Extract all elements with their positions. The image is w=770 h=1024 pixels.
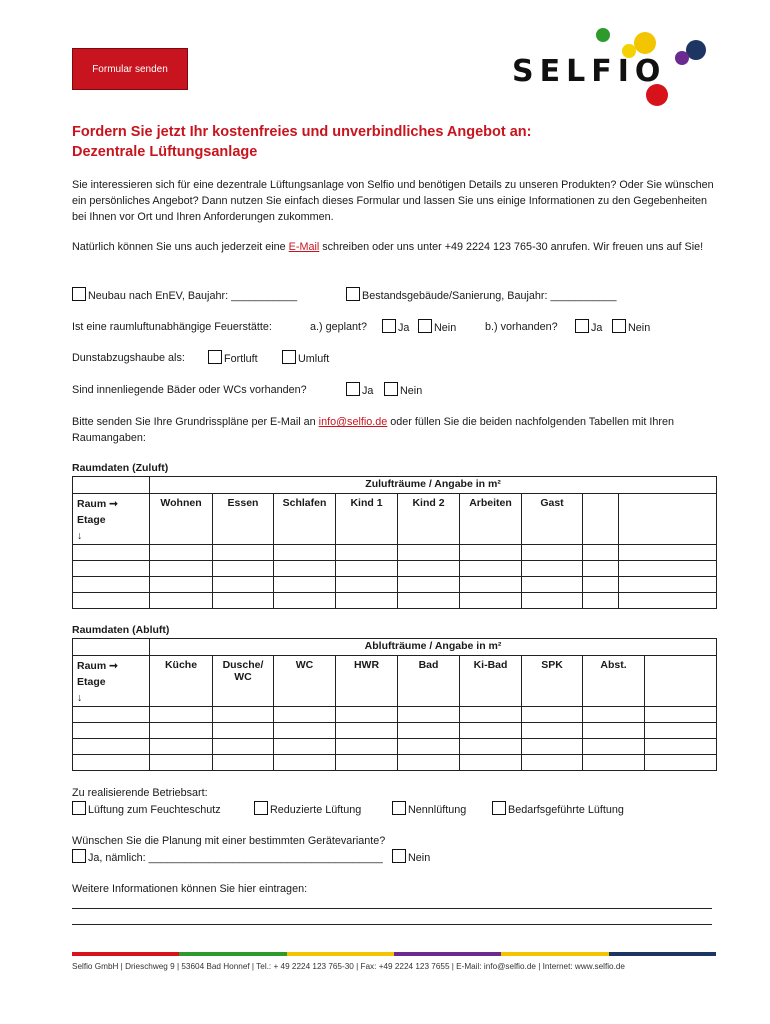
- supply-cell[interactable]: [619, 577, 717, 593]
- supply-cell[interactable]: [336, 561, 398, 577]
- build-type-row: [72, 287, 712, 303]
- supply-cell[interactable]: [274, 593, 336, 609]
- stripe-yellow-2: [501, 952, 608, 956]
- exhaust-column-header: Abst.: [583, 656, 645, 707]
- supply-cell[interactable]: [398, 577, 460, 593]
- supply-cell[interactable]: [150, 545, 213, 561]
- stripe-red: [72, 952, 179, 956]
- exhaust-column-header: Bad: [398, 656, 460, 707]
- exhaust-cell[interactable]: [274, 755, 336, 771]
- green-dot-icon: [596, 28, 610, 42]
- page-title: [72, 122, 712, 162]
- supply-cell[interactable]: [213, 593, 274, 609]
- stripe-green: [179, 952, 286, 956]
- exhaust-cell[interactable]: [398, 723, 460, 739]
- supply-cell[interactable]: [619, 561, 717, 577]
- stove-planned-label: a.) geplant?: [310, 321, 368, 333]
- selfio-logo: [510, 24, 710, 110]
- exhaust-table-caption: Raumdaten (Abluft): [72, 624, 170, 636]
- checkbox[interactable]: [254, 801, 268, 815]
- hood-label: Dunstabzugshaube als:: [72, 352, 185, 364]
- device-no[interactable]: [392, 849, 430, 866]
- supply-cell[interactable]: [522, 561, 583, 577]
- option-moisture-protection[interactable]: [72, 801, 221, 818]
- checkbox[interactable]: [384, 382, 398, 396]
- supply-cell[interactable]: [73, 545, 150, 561]
- hood-exhaust-option[interactable]: [208, 350, 258, 367]
- arrow-down-icon: ↓: [77, 692, 83, 704]
- supply-cell[interactable]: [73, 561, 150, 577]
- supply-corner-cell: [73, 494, 150, 545]
- purple-dot-icon: [675, 51, 689, 65]
- plans-post: oder füllen Sie die beiden nachfolgenden Tabellen mit Ihren Raumangaben:: [72, 416, 674, 444]
- option-label: Ja: [362, 385, 374, 397]
- checkbox[interactable]: [612, 319, 626, 333]
- exhaust-cell[interactable]: [645, 739, 717, 755]
- exhaust-cell[interactable]: [522, 739, 583, 755]
- exhaust-cell[interactable]: [213, 723, 274, 739]
- device-row: [72, 849, 712, 865]
- supply-cell[interactable]: [150, 561, 213, 577]
- stripe-purple: [394, 952, 501, 956]
- arrow-right-icon: ➞: [109, 498, 118, 510]
- exhaust-cell[interactable]: [522, 707, 583, 723]
- exhaust-cell[interactable]: [460, 755, 522, 771]
- operation-label: Zu realisierende Betriebsart:: [72, 787, 208, 799]
- option-label: Bedarfsgeführte Lüftung: [508, 804, 624, 816]
- title-line-2: Dezentrale Lüftungsanlage: [72, 144, 258, 160]
- exhaust-cell[interactable]: [73, 739, 150, 755]
- exhaust-column-header: SPK: [522, 656, 583, 707]
- supply-cell[interactable]: [619, 545, 717, 561]
- exhaust-cell[interactable]: [460, 707, 522, 723]
- plans-email-link[interactable]: info@selfio.de: [318, 416, 388, 428]
- supply-cell[interactable]: [398, 593, 460, 609]
- supply-cell[interactable]: [274, 545, 336, 561]
- supply-cell[interactable]: [150, 593, 213, 609]
- exhaust-cell[interactable]: [73, 755, 150, 771]
- supply-cell[interactable]: [274, 561, 336, 577]
- checkbox[interactable]: [392, 801, 406, 815]
- supply-column-header: Wohnen: [150, 494, 213, 545]
- supply-cell[interactable]: [619, 593, 717, 609]
- stove-label: Ist eine raumluftunabhängige Feuerstätte:: [72, 321, 272, 333]
- contact-pre: Natürlich können Sie uns auch jederzeit eine: [72, 241, 289, 253]
- option-label: Neubau nach EnEV, Baujahr: ___________: [88, 290, 298, 302]
- exhaust-column-header: Ki-Bad: [460, 656, 522, 707]
- further-info-line-2[interactable]: [72, 924, 712, 925]
- supply-column-header: Gast: [522, 494, 583, 545]
- option-label: Nein: [400, 385, 423, 397]
- contact-post: schreiben oder uns unter +49 2224 123 765-30 anrufen. Wir freuen uns auf Sie!: [319, 241, 704, 253]
- exhaust-column-header: WC: [274, 656, 336, 707]
- exhaust-corner-cell: [73, 656, 150, 707]
- operation-row: [72, 801, 712, 817]
- exhaust-cell[interactable]: [213, 707, 274, 723]
- arrow-down-icon: ↓: [77, 530, 83, 542]
- stove-existing-label: b.) vorhanden?: [485, 321, 558, 333]
- exhaust-cell[interactable]: [583, 707, 645, 723]
- further-info-label: Weitere Informationen können Sie hier eintragen:: [72, 883, 308, 895]
- contact-text: [72, 239, 720, 255]
- option-label: Bestandsgebäude/Sanierung, Baujahr: ___________: [362, 290, 617, 302]
- supply-cell[interactable]: [460, 577, 522, 593]
- checkbox[interactable]: [208, 350, 222, 364]
- exhaust-cell[interactable]: [645, 707, 717, 723]
- title-line-1: Fordern Sie jetzt Ihr kostenfreies und unverbindliches Angebot an:: [72, 124, 532, 140]
- option-label: Nein: [434, 322, 457, 334]
- exhaust-column-header: Küche: [150, 656, 213, 707]
- supply-header: Zulufträume / Angabe in m²: [150, 477, 717, 494]
- exhaust-cell[interactable]: [150, 755, 213, 771]
- checkbox[interactable]: [382, 319, 396, 333]
- hood-row: [72, 350, 712, 366]
- supply-column-header: Essen: [213, 494, 274, 545]
- option-label: Umluft: [298, 353, 330, 365]
- device-yes[interactable]: [72, 849, 383, 866]
- room-label: Raum: [77, 660, 107, 672]
- supply-cell[interactable]: [150, 577, 213, 593]
- footer-contact: Selfio GmbH | Drieschweg 9 | 53604 Bad Honnef | Tel.: + 49 2224 123 765-30 | Fax: +49 2224 123 7655 | E-Mail: info@selfio.de | Internet: www.selfio.de: [72, 962, 625, 971]
- exhaust-cell[interactable]: [645, 755, 717, 771]
- room-label: Raum: [77, 498, 107, 510]
- stove-row: [72, 319, 712, 335]
- supply-column-header: Schlafen: [274, 494, 336, 545]
- bath-no[interactable]: [384, 382, 422, 399]
- exhaust-cell[interactable]: [73, 723, 150, 739]
- exhaust-cell[interactable]: [274, 707, 336, 723]
- logo-wordmark: SELFIO: [512, 54, 667, 89]
- option-label: Reduzierte Lüftung: [270, 804, 362, 816]
- floor-label: Etage: [77, 514, 106, 526]
- exhaust-cell[interactable]: [398, 707, 460, 723]
- exhaust-cell[interactable]: [522, 755, 583, 771]
- exhaust-cell[interactable]: [274, 739, 336, 755]
- hood-recirculation-option[interactable]: [282, 350, 329, 367]
- supply-column-header: [619, 494, 717, 545]
- supply-cell[interactable]: [460, 561, 522, 577]
- option-demand-ventilation[interactable]: [492, 801, 624, 818]
- supply-cell[interactable]: [398, 561, 460, 577]
- yellow-dot-icon: [634, 32, 656, 54]
- supply-column-header: Kind 1: [336, 494, 398, 545]
- supply-cell[interactable]: [73, 593, 150, 609]
- exhaust-cell[interactable]: [150, 707, 213, 723]
- bath-row: [72, 382, 712, 398]
- arrow-right-icon: ➞: [109, 660, 118, 672]
- stripe-yellow: [287, 952, 394, 956]
- supply-cell[interactable]: [274, 577, 336, 593]
- checkbox[interactable]: [392, 849, 406, 863]
- checkbox[interactable]: [346, 382, 360, 396]
- exhaust-cell[interactable]: [522, 723, 583, 739]
- option-label: Ja, nämlich: _______________________________________: [88, 852, 383, 864]
- exhaust-cell[interactable]: [583, 739, 645, 755]
- exhaust-header: Ablufträume / Angabe in m²: [150, 639, 717, 656]
- supply-column-header: Kind 2: [398, 494, 460, 545]
- supply-cell[interactable]: [583, 593, 619, 609]
- supply-cell[interactable]: [583, 561, 619, 577]
- exhaust-column-header: HWR: [336, 656, 398, 707]
- supply-cell[interactable]: [460, 545, 522, 561]
- exhaust-cell[interactable]: [336, 707, 398, 723]
- checkbox[interactable]: [492, 801, 506, 815]
- supply-cell[interactable]: [213, 545, 274, 561]
- exhaust-cell[interactable]: [274, 723, 336, 739]
- supply-corner-blank: [73, 477, 150, 494]
- exhaust-cell[interactable]: [398, 739, 460, 755]
- exhaust-cell[interactable]: [213, 739, 274, 755]
- option-label: Nein: [408, 852, 431, 864]
- email-link[interactable]: E-Mail: [288, 241, 320, 253]
- supply-cell[interactable]: [336, 593, 398, 609]
- intro-text: Sie interessieren sich für eine dezentrale Lüftungsanlage von Selfio und benötigen Details zu unseren Produkten? Oder Sie wünschen ein persönliches Angebot? Dann nutzen Sie einfach dieses Formular und lassen Sie uns einige Informationen zu den Gegebenheiten bei Ihnen vor Ort und Ihren Anforderungen zukommen.: [72, 179, 714, 223]
- exhaust-cell[interactable]: [460, 739, 522, 755]
- navy-dot-icon: [686, 40, 706, 60]
- supply-cell[interactable]: [336, 577, 398, 593]
- checkbox[interactable]: [282, 350, 296, 364]
- option-label: Ja: [398, 322, 410, 334]
- exhaust-cell[interactable]: [398, 755, 460, 771]
- supply-cell[interactable]: [336, 545, 398, 561]
- checkbox[interactable]: [72, 287, 86, 301]
- exhaust-cell[interactable]: [336, 739, 398, 755]
- checkbox[interactable]: [346, 287, 360, 301]
- supply-cell[interactable]: [73, 577, 150, 593]
- exhaust-cell[interactable]: [73, 707, 150, 723]
- further-info-line-1[interactable]: [72, 908, 712, 909]
- exhaust-cell[interactable]: [336, 723, 398, 739]
- supply-cell[interactable]: [522, 545, 583, 561]
- checkbox[interactable]: [72, 849, 86, 863]
- option-label: Fortluft: [224, 353, 258, 365]
- exhaust-cell[interactable]: [583, 755, 645, 771]
- supply-cell[interactable]: [583, 577, 619, 593]
- option-label: Nennlüftung: [408, 804, 467, 816]
- exhaust-column-header: [645, 656, 717, 707]
- supply-column-header: Arbeiten: [460, 494, 522, 545]
- option-new-build[interactable]: [72, 287, 297, 304]
- option-nominal-ventilation[interactable]: [392, 801, 466, 818]
- supply-table-caption: Raumdaten (Zuluft): [72, 462, 169, 474]
- stove-planned-no[interactable]: [418, 319, 456, 336]
- checkbox[interactable]: [72, 801, 86, 815]
- option-reduced-ventilation[interactable]: [254, 801, 361, 818]
- supply-table: [72, 476, 717, 609]
- supply-cell[interactable]: [213, 561, 274, 577]
- bath-label: Sind innenliegende Bäder oder WCs vorhanden?: [72, 384, 307, 396]
- supply-column-header: [583, 494, 619, 545]
- plans-text: [72, 414, 720, 446]
- supply-cell[interactable]: [213, 577, 274, 593]
- supply-cell[interactable]: [583, 545, 619, 561]
- send-form-button[interactable]: Formular senden: [72, 48, 188, 90]
- exhaust-cell[interactable]: [336, 755, 398, 771]
- footer-color-stripe: [72, 952, 716, 956]
- stripe-navy: [609, 952, 716, 956]
- stove-existing-yes[interactable]: [575, 319, 602, 336]
- option-label: Nein: [628, 322, 651, 334]
- exhaust-cell[interactable]: [213, 755, 274, 771]
- exhaust-table: [72, 638, 717, 771]
- stove-planned-yes[interactable]: [382, 319, 409, 336]
- floor-label: Etage: [77, 676, 106, 688]
- stove-existing-no[interactable]: [612, 319, 650, 336]
- bath-yes[interactable]: [346, 382, 373, 399]
- supply-cell[interactable]: [398, 545, 460, 561]
- exhaust-cell[interactable]: [150, 739, 213, 755]
- option-existing-building[interactable]: [346, 287, 617, 304]
- checkbox[interactable]: [418, 319, 432, 333]
- exhaust-corner-blank: [73, 639, 150, 656]
- exhaust-cell[interactable]: [460, 723, 522, 739]
- option-label: Lüftung zum Feuchteschutz: [88, 804, 221, 816]
- supply-cell[interactable]: [522, 593, 583, 609]
- plans-pre: Bitte senden Sie Ihre Grundrisspläne per E-Mail an: [72, 416, 319, 428]
- exhaust-cell[interactable]: [150, 723, 213, 739]
- exhaust-cell[interactable]: [645, 723, 717, 739]
- option-label: Ja: [591, 322, 603, 334]
- exhaust-column-header: Dusche/ WC: [213, 656, 274, 707]
- supply-cell[interactable]: [522, 577, 583, 593]
- supply-cell[interactable]: [460, 593, 522, 609]
- checkbox[interactable]: [575, 319, 589, 333]
- exhaust-cell[interactable]: [583, 723, 645, 739]
- device-label: Wünschen Sie die Planung mit einer bestimmten Gerätevariante?: [72, 835, 386, 847]
